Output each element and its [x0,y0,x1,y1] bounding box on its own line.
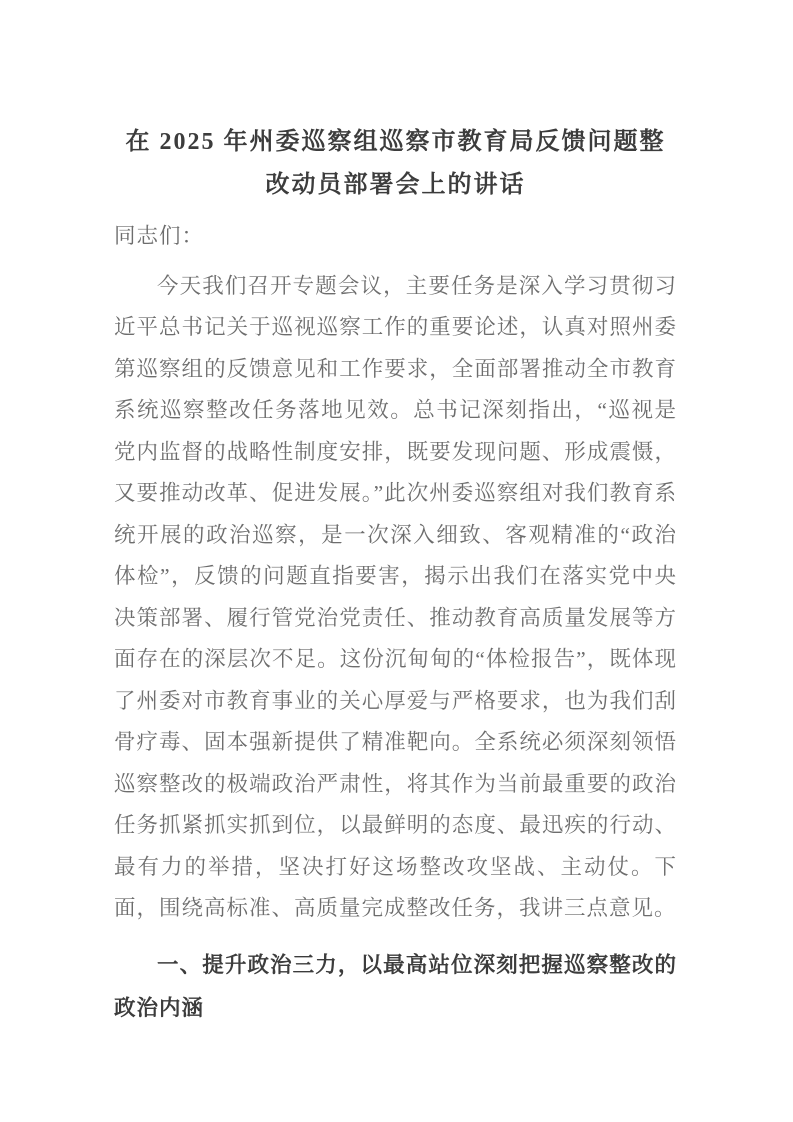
document-title: 在 2025 年州委巡察组巡察市教育局反馈问题整改动员部署会上的讲话 [125,129,666,198]
section-heading-1: 一、提升政治三力，以最高站位深刻把握巡察整改的政治内涵 [114,952,677,1020]
salutation: 同志们： [114,224,205,248]
body-paragraph: 今天我们召开专题会议，主要任务是深入学习贯彻习近平总书记关于巡视巡察工作的重要论述，认真对照州委第巡察组的反馈意见和工作要求，全面部署推动全市教育系统巡察整改任务落地见效。总书记深刻指出，“巡视是党内监督的战略性制度安排，既要发现问题、形成震慑，又要推动改革、促进发展。”此次州委巡察组对我们教育系统开展的政治巡察，是一次深入细致、客观精准的“政治体检”，反馈的问题直指要害，揭示出我们在落实党中央决策部署、履行管党治党责任、推动教育高质量发展等方面存在的深层次不足。这份沉甸甸的“体检报告”，既体现了州委对市教育事业的关心厚爱与严格要求，也为我们刮骨疗毒、固本强新提供了精准靶向。全系统必须深刻领悟巡察整改的极端政治严肃性，将其作为当前最重要的政治任务抓紧抓实抓到位，以最鲜明的态度、最迅疾的行动、最有力的举措，坚决打好这场整改攻坚战、主动仗。下面，围绕高标准、高质量完成整改任务，我讲三点意见。 [114,273,677,920]
